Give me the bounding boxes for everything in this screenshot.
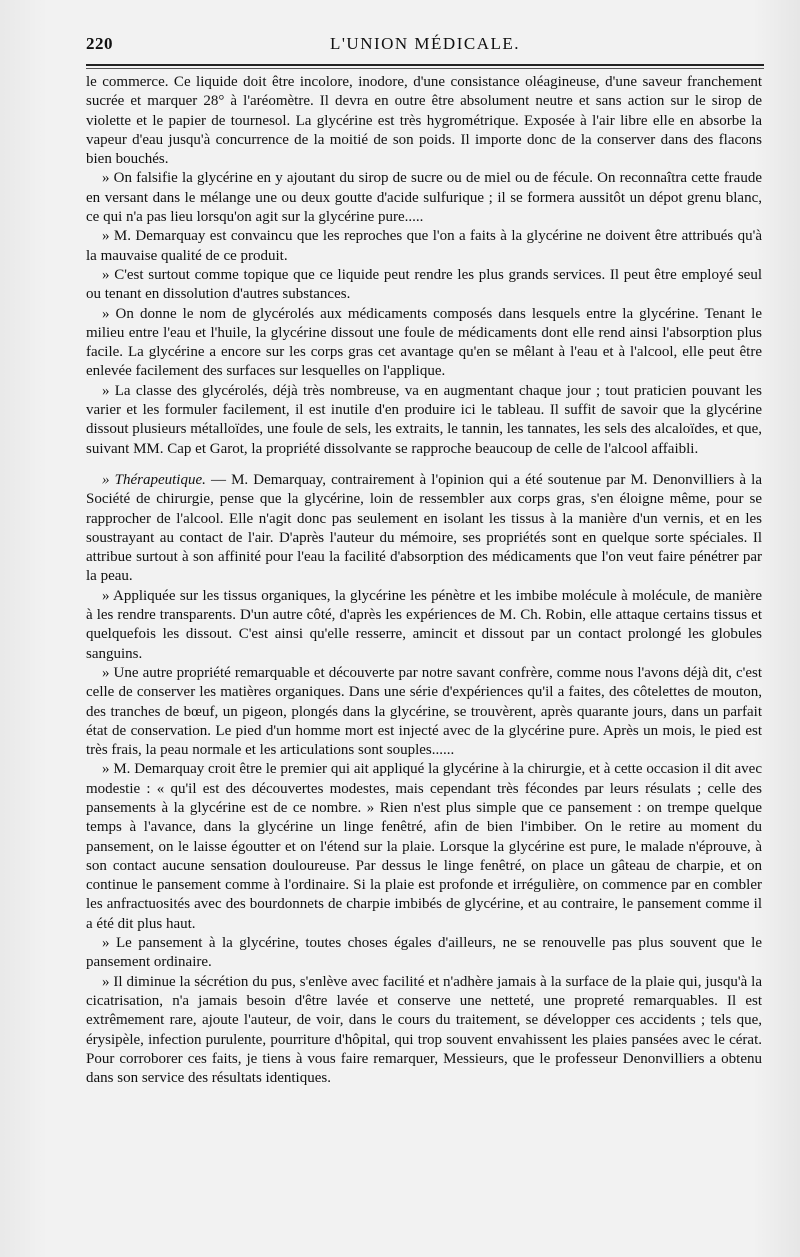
running-title: L'UNION MÉDICALE.	[329, 34, 521, 53]
page-header	[86, 30, 764, 66]
paragraph-therapeutique-text: — M. Demarquay, contrairement à l'opinion qui a été soutenue par M. Denonvilliers à la Société de chirurgie, pense que la glycérine, loin de ressembler aux corps gras, s'en éloigne même, pour se rapprocher de l'alcool. Elle n'agit donc pas seulement en isolant les tissus à la manière d'un vernis, et en les soustrayant au contact de l'air. D'après l'auteur du mémoire, ses propriétés sont en quelque sorte spéciales. Il attribue surtout à son affinité pour l'eau la facilité d'absorption des médicaments que l'on veut faire pénétrer par la peau.	[86, 471, 762, 585]
paragraph-therapeutique	[86, 471, 762, 587]
paragraph-surgical-dressing: » M. Demarquay croit être le premier qui ait appliqué la glycérine à la chirurgie, et à cette occasion il dit avec modestie : « qu'il est des découvertes modestes, mais cependant très fécondes par leurs résulats ; celle des pansements à la glycérine est de ce nombre. » Rien n'est plus simple que ce pansement : on trempe quelque temps à l'avance, dans la glycérine un linge fenêtré, afin de bien l'imbiber. On le retire au moment du pansement, on le laisse égoutter et on l'étend sur la plaie. Lorsque la glycérine est pure, le malade n'éprouve, à son contact aucune sensation douloureuse. Par dessus le linge fenêtré, on place un gâteau de charpie, et on continue le pansement comme à l'ordinaire. Si la plaie est profonde et irrégulière, on commence par en combler les anfractuosités avec des bourdonnets de charpie imbibés de glycérine, et au contraire, le pansement comme il a été dit plus haut.	[86, 761, 762, 932]
paragraph-dressing-renewal: » Le pansement à la glycérine, toutes choses égales d'ailleurs, ne se renouvelle pas plus souvent que le pansement ordinaire.	[86, 935, 762, 971]
paragraph-conservation: » Une autre propriété remarquable et découverte par notre savant confrère, comme nous l'avons déjà dit, c'est celle de conserver les matières organiques. Dans une série d'expériences qu'il a faites, des côtelettes de mouton, des tranches de bœuf, un pigeon, plongés dans la glycérine, se trouvèrent, après quarante jours, dans un parfait état de conservation. Le pied d'un homme mort est injecté avec de la glycérine pure. Après un mois, le pied est très frais, la peau normale et les articulations sont souples......	[86, 664, 762, 759]
paragraph-pus-reduction: » Il diminue la sécrétion du pus, s'enlève avec facilité et n'adhère jamais à la surface de la plaie qui, jusqu'à la cicatrisation, n'a jamais besoin d'être lavée et conserve une netteté, une propreté remarquables. Il est extrêmement rare, ajoute l'auteur, de voir, dans le cours du traitement, se développer ces accidents ; tels que, érysipèle, infection purulente, pourriture d'hôpital, qui trop souvent envahissent les plaies pansées avec le cérat. Pour corroborer ces faits, je tiens à vous faire remarquer, Messieurs, que le professeur Denonvilliers a obtenu dans son service des résultats identiques.	[86, 973, 762, 1087]
paragraph-topical-use: » C'est surtout comme topique que ce liquide peut rendre les plus grands services. Il peut être employé seul ou tenant en dissolution d'autres substances.	[86, 266, 762, 303]
article-body	[86, 73, 762, 1088]
paragraph-tissue-application: » Appliquée sur les tissus organiques, la glycérine les pénètre et les imbibe molécule à molécule, de manière à les rendre transparents. D'un autre côté, d'après les expériences de M. Ch. Robin, elle attaque certains tissus et quelquefois les dissout. C'est ainsi qu'elle resserre, amincit et dissout par un contact prolongé les globules sanguins.	[86, 587, 762, 662]
paragraph-demarquay-conviction: » M. Demarquay est convaincu que les reproches que l'on a faits à la glycérine ne doivent être attribués qu'à la mauvaise qualité de ce produit.	[86, 228, 762, 264]
section-heading-therapeutique: » Thérapeutique.	[102, 471, 206, 488]
paragraph-glycerole-class: » La classe des glycérolés, déjà très nombreuse, va en augmentant chaque jour ; tout praticien pouvant les varier et les formuler facilement, il est inutile d'en produire ici le tableau. Il suffit de savoir que la glycérine dissout plusieurs métalloïdes, une foule de sels, les extraits, le tannin, les tannates, les sels des alcaloïdes, et que, suivant MM. Cap et Garot, la propriété dissolvante se rapproche beaucoup de celle de l'alcool affaibli.	[86, 382, 762, 457]
paragraph-falsification: » On falsifie la glycérine en y ajoutant du sirop de sucre ou de miel ou de fécule. On reconnaîtra cette fraude en versant dans le mélange une ou deux goutte d'acide sulfurique ; il se formera aussitôt un dépot grenu blanc, ce qui n'a pas lieu lorsqu'on agit sur la glycérine pure.....	[86, 170, 762, 226]
paragraph-glycerine-properties: le commerce. Ce liquide doit être incolore, inodore, d'une consistance oléagineuse, d'une saveur franchement sucrée et marquer 28° à l'aréomètre. Il devra en outre être absolument neutre et sans action sur le sirop de violette et le papier de tournesol. La glycérine est très hygrométrique. Exposée à l'air libre elle en absorbe la vapeur d'eau jusqu'à concurrence de la moitié de son poids. Il importe donc de la conserver dans des flacons bien bouchés.	[86, 74, 762, 168]
page-number: 220	[86, 34, 113, 53]
paragraph-glycerole-definition: » On donne le nom de glycérolés aux médicaments composés dans lesquels entre la glycérine. Tenant le milieu entre l'eau et l'huile, la glycérine dissout une foule de médicaments dont elle rend ainsi l'absorption plus facile. La glycérine a encore sur les corps gras cet avantage qu'en se mêlant à l'eau et à l'alcool, elle peut être enlevée facilement des surfaces sur lesquelles on l'applique.	[86, 305, 762, 380]
header-rule	[86, 68, 764, 69]
